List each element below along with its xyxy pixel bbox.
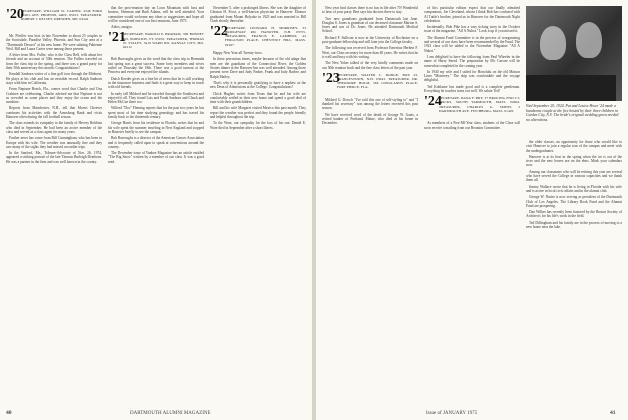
body-paragraph: Bob Burroughs gives us the word that the class trip to Bermuda last spring was a great success. Some forty members and wives sailed on Thursday the 18th. There was a good turnout at the Princess and everyone enjoyed the islands. <box>108 57 204 75</box>
body-paragraph: The class extends its sympathy to the family of Hervey Robbins who died in September. He had been an active member of the class and served as a class agent for many years. <box>6 121 102 134</box>
class-header <box>210 26 306 48</box>
body-paragraph: The December issue of Yankee Magazine has an article entitled "The Big Snow" written by a member of our class. It was a good read. <box>108 151 204 164</box>
body-paragraph: Ted Dillingham and his family are in the process of moving to a new home near the lake. <box>526 220 622 230</box>
left-column-1 <box>6 6 102 402</box>
body-paragraph: Hanover is at its best in the spring when the ice is out of the river and the new leaves are on the elms. Mark your calendars now. <box>526 154 622 168</box>
body-paragraph: Reports from Manchester, N.H., tell that Morris Cheever continues his activities with the Amoskeag Bank and visits Hanover often during the fall football season. <box>6 106 102 120</box>
left-column-3 <box>210 6 306 402</box>
body-paragraph: Incidentally, Bob Pike has a vary ticking story in the October issue of the magazine, "All A Nuhot." Look it up if you missed it. <box>424 25 520 34</box>
class-officers: SECRETARY, WILLIAM W. CARTER, 2546 FORD BOUL AVE, PHOENIX, ARIZ. 85013. TREASURER, ROBERT J. KELSEY, DRESDEN, ME. 04342 <box>21 9 102 22</box>
body-paragraph: The Alumni Fund Committee is in the process of reorganizing and several of our class have been recommended by the Fund. The 1923 class will be added to the November Magazine "All A Nuhot." <box>424 35 520 53</box>
photo-shadow <box>526 75 616 101</box>
body-paragraph: Chick Hughes writes from Texas that he and his wife are comfortably settled in their new home and spend a good deal of time with their grandchildren. <box>210 91 306 105</box>
class-officers: SECRETARY, DANA F. BRY, 37 BROCING END CT, STICKS, SOUTH YARMOUTH, MASS. 02664. TREASURER, CHARLES G. SMITH, 2 DARTMOUTH AVE, FITCHBURG, MASS. 01420 <box>439 96 520 113</box>
left-page-number: 40 <box>6 410 12 416</box>
body-paragraph: that the post-reunion day on Loon Mountain with host and hostess, Sherman and Ruth Adams, will be well attended. Your committee would welcome any ideas or suggestions and hope all will be considered one of our best reunions, June 1975. <box>108 6 204 23</box>
body-paragraph: Two new grandsons graduated from Dartmouth last June. Douglas S. Jones is grandson of our deceased classmate Marion S. Jones and son of Dr. Jones. He attended Dartmouth Medical School. <box>322 16 418 34</box>
photo-figure-groom <box>540 26 566 60</box>
body-paragraph: George W. Nutter is now serving as president of the Dartmouth Club of Los Angeles. The Library Book Fund and the Alumni Fund are prospering. <box>526 195 622 208</box>
body-paragraph: Kendall Sanborn writes of a fine golf tour through the Midwest. He plays at his club and has an enviable record. Ralph Sanborn stays with him in California. <box>6 72 102 85</box>
class-year: '23 <box>322 70 340 86</box>
body-paragraph: The following was received from Professor Emeritus Herbert F. West, our Class secretary for more than 40 years. He writes that he is well and busy with his writing. <box>322 46 418 59</box>
body-paragraph: The New Yoker talked of the very kindly comments made on our 50th reunion book and the fine class letters of the past year. <box>322 61 418 70</box>
class-officers: SECRETARY, WALTER C. DODGE, BOX 23, FRANCESTOWN, N.H. 03043. TREASURER, DR. THEODORE HOLM, 566 LONGLANDS PLACE, FORT PIERCE, FLA. <box>337 72 418 90</box>
body-paragraph: In the Sanford, Me., Tribune-Advocate of Nov. 26, 1974, appeared a striking portrait of the late Thomas Burleigh Dearborn. He was a partner in the firm and was well known in the county. <box>6 151 102 164</box>
body-paragraph: Richard F. Sullivan is now at the University of Rochester on a post-graduate fellowship and will later join the College faculty. <box>322 35 418 45</box>
body-paragraph: As members of a Post-Ml-Year class, students of the Class will soon receive a mailing from our Reunion Committee. <box>424 121 520 130</box>
body-paragraph: A letter from Mrs. Fuller, who is the Class Bell, tells about her friends and an account of 50th reunion. The Fullers traveled on from the class trip in the spring, and there was a grand party for their 50th anniversary this month. Congratulations! <box>6 53 102 71</box>
class-header <box>6 9 102 31</box>
right-page <box>316 0 628 420</box>
class-header <box>108 32 204 54</box>
body-paragraph: November 5, after a prolonged illness. She was the daughter of Gleason H. Frost, a well-known physician in Hanover. Eleanor graduated from Mount Holyoke in 1923 and was married to Bill Clark shortly thereafter. <box>210 6 306 23</box>
right-page-number: 41 <box>610 410 616 416</box>
left-column-2 <box>108 6 204 402</box>
body-paragraph: Adios, amigos. <box>111 25 133 30</box>
couple-photo <box>526 6 622 101</box>
body-paragraph: Mr. Pfeiffer was host in late November to about 25 couples in the Scottsdale, Paradise Valley, Phoenix, and Sun City area at a "Dartmouth Dessert" at his new home. We were saluting Fabienne Weil. Bill and Laura Carter were among those present. <box>6 34 102 51</box>
body-paragraph: We have received word of the death of George W. Gates, a retired banker of Portland, Maine, who died at his home in December. <box>322 112 418 126</box>
body-paragraph: From Neptune Beach, Fla., comes word that Charlie and Una Crabtree are celebrating. Charlie advised me that Neptune is not as crowded as some places and they enjoy the ocean and the sunshine. <box>6 87 102 105</box>
body-paragraph: In 1940 my wife and I sailed for Honolulu on the old Matson Liner "Monterey." The ship was comfortable and the voyage delightful. <box>424 69 520 83</box>
photo-figure-bride <box>576 22 602 58</box>
body-paragraph: Wilfred "Doc" Fleming reports that for the past two years he has spent most of his time studying genealogy and has traced his family back to the thirteenth century. <box>108 106 204 120</box>
body-paragraph: I am delighted to have the following from Paul Wheeler in the name of Harry Snerd. The preparation by Mr. Carson will be somewhat completed in the coming year. <box>424 54 520 68</box>
class-year: '22 <box>210 24 228 40</box>
left-footer-title: DARTMOUTH ALUMNI MAGAZINE <box>130 411 211 416</box>
body-paragraph: In these precarious times, maybe because of the old adage that men are the guardians of the Connecticut River, the Golden Sixties dinner at the Hanover Inn was well attended. Among those present were Dave and Judy Parker, Frank and Judy Barber, and Ralph Mailey. <box>210 57 306 79</box>
right-column-2 <box>424 6 520 402</box>
left-page-footer <box>6 410 12 416</box>
body-paragraph: Happy New Year all Twenty-twos. <box>213 51 263 56</box>
body-paragraph: In early fall Mildred and he traveled through the Southwest and enjoyed it all. They found Lois and Frank Sanborn and Chuck and Helen McCue there too. <box>108 91 204 105</box>
right-column-3 <box>526 140 622 402</box>
class-year: '24 <box>424 94 442 110</box>
class-officers: SECRETARY, HAROLD P. BRAHAM, 306 BONNET RD, NORWICH, VT. 05055. TREASURER, THOMAS W. STALEY, 5419 WARD RD, KANSAS CITY, MO. 64112 <box>123 32 204 49</box>
body-paragraph: Bob Burroughs is a director of the American Cancer Association and is frequently called upon to speak at conventions around the country. <box>108 136 204 149</box>
body-paragraph: Mildred G. Dorsch "I've told this one of self-styling to" and "I thanked his secretary" was among the letters received this past season. <box>322 97 418 111</box>
class-officers: SECRETARY, LEONARD H. MORRISEY, 33 BRIDGEWAY RD, HANOVER, N.H. 03755. TREASURER, FRANCIS E. LAMBERT, 44 FERGUSON PLACE, CHESTNUT HILL, MASS. 02167 <box>225 26 306 47</box>
body-paragraph: Dan Wilber has recently been honored by the Boston Society of Architects for his life's work in the field. <box>526 210 622 219</box>
left-page <box>0 0 312 420</box>
body-paragraph: To the Ware, our sympathy for the loss of his son. Daniel E. Ware died in September after a short illness. <box>210 121 306 130</box>
body-paragraph: Bill and his wife Margaret visited Mexico this past month. They report the weather was perfect and they found the people friendly and helpful throughout the trip. <box>210 106 306 120</box>
body-paragraph: That's why it is personally gratifying to have a nephew as the new Dean of Admissions at the College. Congratulations! <box>210 80 306 90</box>
right-footer-title: Issue of JANUARY 1975 <box>426 411 478 416</box>
body-paragraph: Jimmy Wallace wrote that he is living in Florida with his wife and is active in local civic affairs and in the alumni club. <box>526 184 622 193</box>
class-year: '20 <box>6 7 24 22</box>
photo-block <box>526 6 622 122</box>
body-paragraph: New year find classes there is no fun in life after 70! Wonderful to hear of your party. Bert says bin doctors there to stay. <box>322 6 418 15</box>
class-header <box>322 70 418 95</box>
class-header <box>424 96 520 118</box>
body-paragraph: Further news has come from Bill Cunningham, who has been in Europe with his wife. The weather was unusually fine and they saw many of the sights they had missed on earlier trips. <box>6 136 102 149</box>
photo-caption: Wed September 20, 1924. Pat and Louise Howe '24 made a handsome couple at the five hosted by their three children in Garden City, N.Y. The bride's original wedding gown needed no alterations. <box>526 104 619 122</box>
right-page-footer <box>610 410 616 416</box>
body-paragraph: the older classes, an opportunity for those who would like to visit Hanover to join a regular tour of the campus and meet with the undergraduates. <box>526 140 622 153</box>
body-paragraph: Among our classmates who will be retiring this year are several who have served the College in various capacities and we thank them all. <box>526 169 622 183</box>
right-column-1 <box>322 6 418 402</box>
body-paragraph: Dutch Koeder gives us a fine bit of news that he is still working in the insurance business and finds it a great way to keep in touch with old friends. <box>108 76 204 90</box>
class-year: '21 <box>108 30 126 46</box>
body-paragraph: of this particular edition expect that our finally admitted companions, Joe Cleveland, whom I think Bob has confused with Al Tuttle's brother, joined us in Hanover for the Dartmouth Night celebration. <box>424 6 520 23</box>
body-paragraph: George Harris from his residence in Florida, writes that he and his wife spent the summer traveling in New England and stopped in Hanover briefly to see the campus. <box>108 121 204 134</box>
body-paragraph: Ted Kohlaase has made good and is a complete gentleman. Everything he touches turns out well. We salute Ted! <box>424 84 520 94</box>
